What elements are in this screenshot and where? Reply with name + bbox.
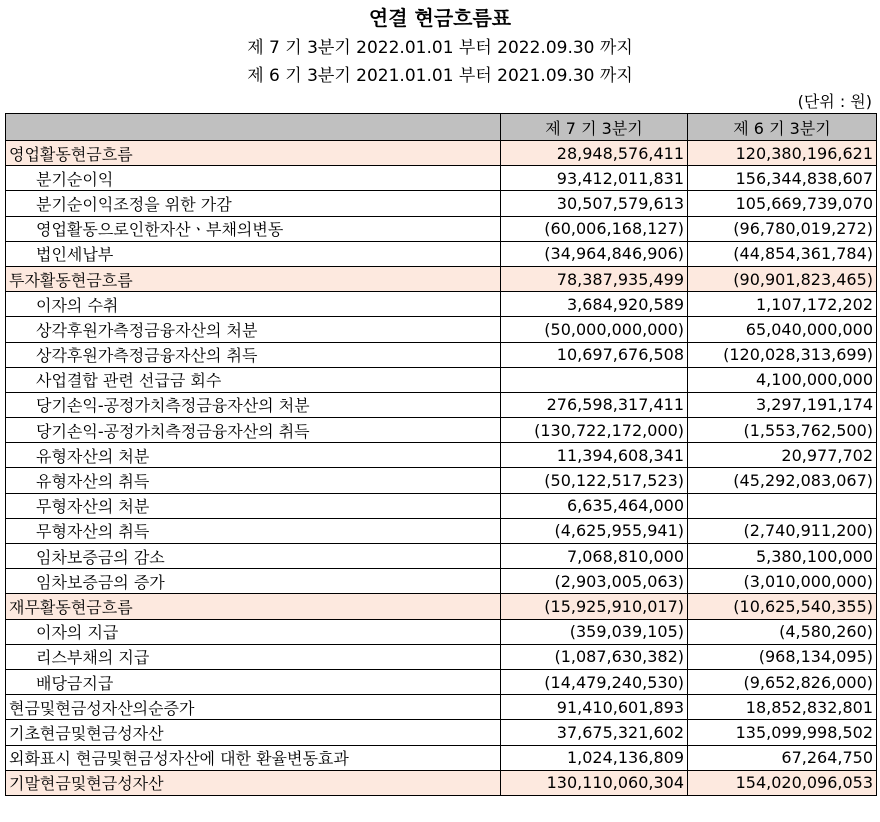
row-label: 무형자산의 처분: [6, 493, 501, 518]
value-prior: 67,264,750: [688, 745, 877, 770]
value-current: (15,925,910,017): [501, 594, 688, 619]
value-prior: 120,380,196,621: [688, 141, 877, 166]
value-current: (1,087,630,382): [501, 644, 688, 669]
value-current: (50,122,517,523): [501, 468, 688, 493]
table-row: [6, 241, 877, 266]
value-current: [501, 367, 688, 392]
table-row: [6, 569, 877, 594]
value-current: (359,039,105): [501, 619, 688, 644]
table-row: [6, 418, 877, 443]
value-current: 28,948,576,411: [501, 141, 688, 166]
row-label: 이자의 지급: [6, 619, 501, 644]
table-row: [6, 342, 877, 367]
table-row: [6, 392, 877, 417]
row-label: 무형자산의 취득: [6, 518, 501, 543]
table-row: [6, 745, 877, 770]
table-row: [6, 443, 877, 468]
value-current: 37,675,321,602: [501, 720, 688, 745]
value-prior: 156,344,838,607: [688, 166, 877, 191]
value-prior: 154,020,096,053: [688, 770, 877, 795]
row-label: 임차보증금의 증가: [6, 569, 501, 594]
value-prior: 3,297,191,174: [688, 392, 877, 417]
value-prior: (2,740,911,200): [688, 518, 877, 543]
table-row: [6, 770, 877, 795]
value-current: 11,394,608,341: [501, 443, 688, 468]
table-row: [6, 644, 877, 669]
value-current: (50,000,000,000): [501, 317, 688, 342]
table-row: [6, 493, 877, 518]
value-prior: 135,099,998,502: [688, 720, 877, 745]
table-row: [6, 266, 877, 291]
row-label: 당기손익-공정가치측정금융자산의 처분: [6, 392, 501, 417]
value-current: (34,964,846,906): [501, 241, 688, 266]
table-row: [6, 367, 877, 392]
row-label: 상각후원가측정금융자산의 처분: [6, 317, 501, 342]
row-label: 임차보증금의 감소: [6, 544, 501, 569]
row-label: 리스부채의 지급: [6, 644, 501, 669]
value-prior: (44,854,361,784): [688, 241, 877, 266]
value-prior: [688, 493, 877, 518]
value-prior: 4,100,000,000: [688, 367, 877, 392]
row-label: 상각후원가측정금융자산의 취득: [6, 342, 501, 367]
table-row: [6, 720, 877, 745]
header-label: [6, 114, 501, 141]
value-current: 91,410,601,893: [501, 695, 688, 720]
value-current: 7,068,810,000: [501, 544, 688, 569]
value-current: 30,507,579,613: [501, 191, 688, 216]
value-prior: (3,010,000,000): [688, 569, 877, 594]
value-current: (14,479,240,530): [501, 669, 688, 694]
row-label: 법인세납부: [6, 241, 501, 266]
value-current: 6,635,464,000: [501, 493, 688, 518]
row-label: 이자의 수취: [6, 292, 501, 317]
table-row: [6, 619, 877, 644]
row-label: 외화표시 현금및현금성자산에 대한 환율변동효과: [6, 745, 501, 770]
value-current: (130,722,172,000): [501, 418, 688, 443]
value-prior: (120,028,313,699): [688, 342, 877, 367]
value-current: 130,110,060,304: [501, 770, 688, 795]
value-prior: 105,669,739,070: [688, 191, 877, 216]
row-label: 당기손익-공정가치측정금융자산의 취득: [6, 418, 501, 443]
row-label: 투자활동현금흐름: [6, 266, 501, 291]
value-prior: (96,780,019,272): [688, 216, 877, 241]
row-label: 배당금지급: [6, 669, 501, 694]
row-label: 기초현금및현금성자산: [6, 720, 501, 745]
value-current: 78,387,935,499: [501, 266, 688, 291]
value-current: (4,625,955,941): [501, 518, 688, 543]
value-prior: 20,977,702: [688, 443, 877, 468]
period-current: 제 7 기 3분기 2022.01.01 부터 2022.09.30 까지: [247, 38, 633, 58]
value-prior: (4,580,260): [688, 619, 877, 644]
value-current: 1,024,136,809: [501, 745, 688, 770]
table-row: [6, 166, 877, 191]
value-prior: (10,625,540,355): [688, 594, 877, 619]
row-label: 현금및현금성자산의순증가: [6, 695, 501, 720]
cash-flow-table: [5, 113, 877, 796]
table-row: [6, 216, 877, 241]
value-prior: (45,292,083,067): [688, 468, 877, 493]
table-row: [6, 518, 877, 543]
table-row: [6, 594, 877, 619]
row-label: 사업결합 관련 선급금 회수: [6, 367, 501, 392]
value-prior: 65,040,000,000: [688, 317, 877, 342]
row-label: 영업활동현금흐름: [6, 141, 501, 166]
value-current: (2,903,005,063): [501, 569, 688, 594]
unit-label: (단위 : 원): [797, 92, 872, 111]
value-prior: 5,380,100,000: [688, 544, 877, 569]
row-label: 분기순이익조정을 위한 가감: [6, 191, 501, 216]
value-prior: (9,652,826,000): [688, 669, 877, 694]
row-label: 기말현금및현금성자산: [6, 770, 501, 795]
statement-title: 연결 현금흐름표: [368, 6, 512, 30]
value-prior: (1,553,762,500): [688, 418, 877, 443]
header-prior: 제 6 기 3분기: [688, 114, 877, 141]
value-prior: (90,901,823,465): [688, 266, 877, 291]
period-prior: 제 6 기 3분기 2021.01.01 부터 2021.09.30 까지: [247, 66, 633, 86]
table-row: [6, 669, 877, 694]
table-row: [6, 695, 877, 720]
table-row: [6, 317, 877, 342]
row-label: 유형자산의 처분: [6, 443, 501, 468]
value-current: 276,598,317,411: [501, 392, 688, 417]
table-row: [6, 468, 877, 493]
value-current: (60,006,168,127): [501, 216, 688, 241]
value-prior: 18,852,832,801: [688, 695, 877, 720]
row-label: 영업활동으로인한자산ㆍ부채의변동: [6, 216, 501, 241]
table-row: [6, 191, 877, 216]
row-label: 재무활동현금흐름: [6, 594, 501, 619]
row-label: 유형자산의 취득: [6, 468, 501, 493]
table-row: [6, 141, 877, 166]
value-current: 3,684,920,589: [501, 292, 688, 317]
table-row: [6, 544, 877, 569]
header-current: 제 7 기 3분기: [501, 114, 688, 141]
value-prior: 1,107,172,202: [688, 292, 877, 317]
header-row: [6, 114, 877, 141]
value-prior: (968,134,095): [688, 644, 877, 669]
row-label: 분기순이익: [6, 166, 501, 191]
value-current: 10,697,676,508: [501, 342, 688, 367]
value-current: 93,412,011,831: [501, 166, 688, 191]
table-row: [6, 292, 877, 317]
